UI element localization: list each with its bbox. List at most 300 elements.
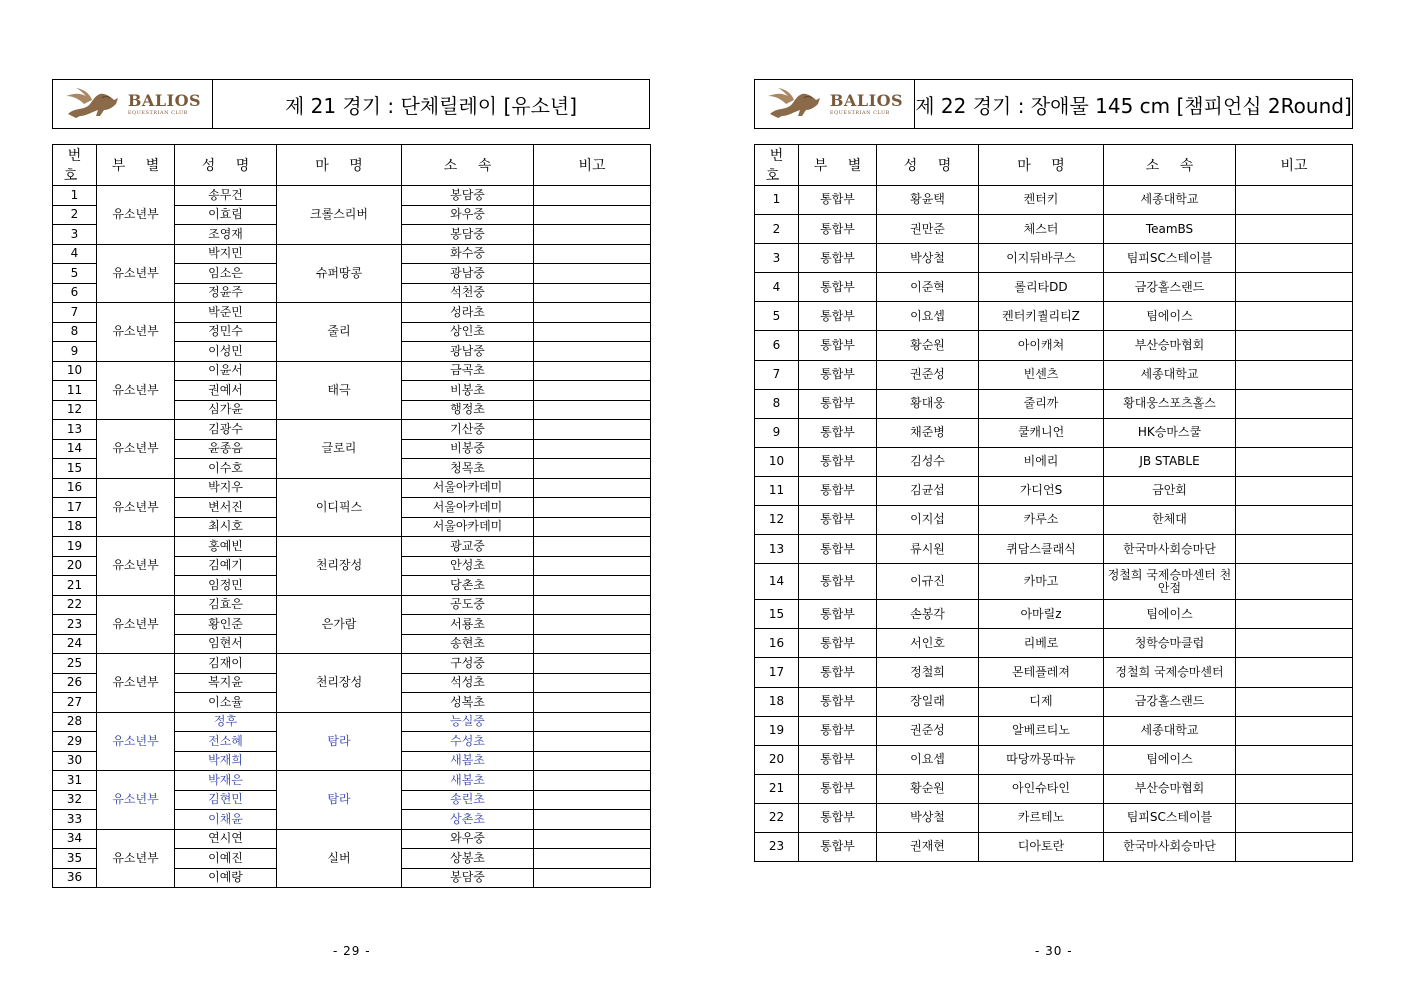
- horse-name: 카루소: [979, 506, 1104, 535]
- entry-number: 29: [53, 732, 97, 752]
- division-cell: 유소년부: [97, 361, 175, 420]
- event-header: [52, 79, 650, 129]
- table-row: [53, 420, 651, 440]
- affiliation: 세종대학교: [1104, 360, 1236, 389]
- affiliation: 와우중: [402, 205, 534, 225]
- rider-name: 황순원: [877, 774, 979, 803]
- col-horse: 마 명: [277, 145, 402, 186]
- table-row: [755, 447, 1353, 476]
- note-cell: [534, 634, 651, 654]
- affiliation: 광남중: [402, 342, 534, 362]
- horse-name: 카르테노: [979, 803, 1104, 832]
- division-cell: 유소년부: [97, 186, 175, 245]
- rider-name: 이수호: [175, 459, 277, 479]
- note-cell: [1236, 186, 1353, 215]
- note-cell: [534, 654, 651, 674]
- winged-horse-logo-icon: [766, 88, 826, 120]
- entry-number: 27: [53, 693, 97, 713]
- horse-name: 알베르티노: [979, 716, 1104, 745]
- rider-name: 류시원: [877, 535, 979, 564]
- horse-name: 탐라: [277, 712, 402, 771]
- entry-number: 31: [53, 771, 97, 791]
- entry-number: 26: [53, 673, 97, 693]
- entry-number: 6: [53, 283, 97, 303]
- note-cell: [1236, 600, 1353, 629]
- note-cell: [534, 361, 651, 381]
- rider-name: 이요셉: [877, 745, 979, 774]
- entry-number: 6: [755, 331, 799, 360]
- note-cell: [1236, 687, 1353, 716]
- division-cell: 유소년부: [97, 537, 175, 596]
- entry-number: 22: [755, 803, 799, 832]
- entry-number: 9: [755, 418, 799, 447]
- horse-name: 이디픽스: [277, 478, 402, 537]
- rider-name: 김광수: [175, 420, 277, 440]
- note-cell: [1236, 389, 1353, 418]
- entry-number: 2: [755, 215, 799, 244]
- rider-name: 연시연: [175, 829, 277, 849]
- table-row: [53, 186, 651, 206]
- rider-name: 권재현: [877, 832, 979, 861]
- note-cell: [534, 790, 651, 810]
- rider-name: 정윤주: [175, 283, 277, 303]
- col-division: 부 별: [799, 145, 877, 186]
- table-row: [755, 629, 1353, 658]
- entry-number: 24: [53, 634, 97, 654]
- col-no: 번호: [755, 145, 799, 186]
- page-number: - 30 -: [1035, 944, 1073, 958]
- note-cell: [1236, 745, 1353, 774]
- division-cell: 유소년부: [97, 829, 175, 888]
- division-cell: 통합부: [799, 629, 877, 658]
- affiliation: 세종대학교: [1104, 186, 1236, 215]
- entry-number: 3: [53, 225, 97, 245]
- rider-name: 이채윤: [175, 810, 277, 830]
- col-affiliation: 소 속: [402, 145, 534, 186]
- affiliation: 서룡초: [402, 615, 534, 635]
- rider-name: 김효은: [175, 595, 277, 615]
- table-row: [755, 658, 1353, 687]
- affiliation: 황대웅스포츠홀스: [1104, 389, 1236, 418]
- rider-name: 황윤택: [877, 186, 979, 215]
- affiliation: 한국마사회승마단: [1104, 535, 1236, 564]
- table-row: [755, 832, 1353, 861]
- page-30: [701, 0, 1401, 992]
- horse-name: 아이캐쳐: [979, 331, 1104, 360]
- affiliation: 금강홀스랜드: [1104, 687, 1236, 716]
- affiliation: 공도중: [402, 595, 534, 615]
- table-row: [755, 244, 1353, 273]
- affiliation: 서울아카데미: [402, 478, 534, 498]
- note-cell: [1236, 564, 1353, 600]
- rider-name: 김예기: [175, 556, 277, 576]
- table-row: [53, 712, 651, 732]
- rider-name: 서인호: [877, 629, 979, 658]
- note-cell: [534, 829, 651, 849]
- affiliation: 팀에이스: [1104, 302, 1236, 331]
- entry-number: 7: [53, 303, 97, 323]
- affiliation: 비봉초: [402, 381, 534, 401]
- division-cell: 통합부: [799, 506, 877, 535]
- table-row: [755, 745, 1353, 774]
- entry-number: 19: [755, 716, 799, 745]
- note-cell: [1236, 360, 1353, 389]
- affiliation: 비봉중: [402, 439, 534, 459]
- note-cell: [534, 712, 651, 732]
- affiliation: 세종대학교: [1104, 716, 1236, 745]
- division-cell: 통합부: [799, 418, 877, 447]
- entry-number: 15: [53, 459, 97, 479]
- logo-cell: [755, 80, 915, 128]
- rider-name: 임소은: [175, 264, 277, 284]
- entry-number: 20: [53, 556, 97, 576]
- affiliation: 안성초: [402, 556, 534, 576]
- note-cell: [534, 615, 651, 635]
- balios-logo: [766, 88, 903, 120]
- entry-number: 12: [755, 506, 799, 535]
- affiliation: 와우중: [402, 829, 534, 849]
- division-cell: 통합부: [799, 331, 877, 360]
- note-cell: [534, 244, 651, 264]
- entry-number: 23: [53, 615, 97, 635]
- entry-number: 28: [53, 712, 97, 732]
- table-row: [755, 600, 1353, 629]
- horse-name: 천리장성: [277, 537, 402, 596]
- affiliation: 석성초: [402, 673, 534, 693]
- logo-subtitle: EQUESTRIAN CLUB: [127, 109, 188, 116]
- entry-number: 19: [53, 537, 97, 557]
- horse-name: 아인슈타인: [979, 774, 1104, 803]
- entry-number: 8: [53, 322, 97, 342]
- note-cell: [534, 420, 651, 440]
- affiliation: 부산승마협회: [1104, 331, 1236, 360]
- note-cell: [534, 322, 651, 342]
- event-header: [754, 79, 1353, 129]
- rider-name: 복지윤: [175, 673, 277, 693]
- table-row: [755, 215, 1353, 244]
- division-cell: 통합부: [799, 564, 877, 600]
- note-cell: [534, 751, 651, 771]
- note-cell: [534, 868, 651, 888]
- division-cell: 통합부: [799, 687, 877, 716]
- entry-number: 16: [755, 629, 799, 658]
- affiliation: 금곡초: [402, 361, 534, 381]
- rider-name: 이소율: [175, 693, 277, 713]
- division-cell: 통합부: [799, 186, 877, 215]
- table-header-row: [53, 145, 651, 186]
- horse-name: 탐라: [277, 771, 402, 830]
- note-cell: [1236, 629, 1353, 658]
- note-cell: [534, 693, 651, 713]
- note-cell: [534, 205, 651, 225]
- rider-name: 이성민: [175, 342, 277, 362]
- note-cell: [534, 283, 651, 303]
- rider-name: 최시호: [175, 517, 277, 537]
- horse-name: 아마릴z: [979, 600, 1104, 629]
- entry-number: 1: [755, 186, 799, 215]
- entries-table: [754, 144, 1353, 862]
- note-cell: [534, 342, 651, 362]
- affiliation: 성복초: [402, 693, 534, 713]
- event-title: 제 21 경기 : 단체릴레이 [유소년]: [284, 93, 578, 118]
- affiliation: 팀피SC스테이블: [1104, 803, 1236, 832]
- rider-name: 송무건: [175, 186, 277, 206]
- note-cell: [1236, 331, 1353, 360]
- rider-name: 이윤서: [175, 361, 277, 381]
- entry-number: 12: [53, 400, 97, 420]
- note-cell: [534, 439, 651, 459]
- affiliation: 새봄초: [402, 771, 534, 791]
- entry-number: 10: [53, 361, 97, 381]
- division-cell: 통합부: [799, 832, 877, 861]
- rider-name: 정철희: [877, 658, 979, 687]
- table-row: [53, 478, 651, 498]
- rider-name: 박지우: [175, 478, 277, 498]
- horse-name: 비에리: [979, 447, 1104, 476]
- affiliation: 수성초: [402, 732, 534, 752]
- affiliation: 정철희 국제승마센터 천안점: [1104, 564, 1236, 600]
- entry-number: 13: [53, 420, 97, 440]
- note-cell: [1236, 215, 1353, 244]
- entry-number: 2: [53, 205, 97, 225]
- entry-number: 15: [755, 600, 799, 629]
- entry-number: 5: [53, 264, 97, 284]
- rider-name: 심가윤: [175, 400, 277, 420]
- division-cell: 유소년부: [97, 478, 175, 537]
- note-cell: [1236, 447, 1353, 476]
- note-cell: [534, 303, 651, 323]
- horse-name: 따당까몽따뉴: [979, 745, 1104, 774]
- note-cell: [534, 225, 651, 245]
- rider-name: 임현서: [175, 634, 277, 654]
- logo-subtitle: EQUESTRIAN CLUB: [829, 109, 890, 116]
- horse-name: 크롤스리버: [277, 186, 402, 245]
- affiliation: 청목초: [402, 459, 534, 479]
- table-row: [53, 829, 651, 849]
- affiliation: 새봄초: [402, 751, 534, 771]
- affiliation: 봉담중: [402, 868, 534, 888]
- event-title: 제 22 경기 : 장애물 145 cm [챔피언십 2Round]: [915, 93, 1352, 118]
- table-row: [755, 564, 1353, 600]
- rider-name: 박재은: [175, 771, 277, 791]
- horse-name: 체스터: [979, 215, 1104, 244]
- note-cell: [1236, 803, 1353, 832]
- rider-name: 김재이: [175, 654, 277, 674]
- affiliation: 송현초: [402, 634, 534, 654]
- table-row: [755, 273, 1353, 302]
- division-cell: 통합부: [799, 774, 877, 803]
- table-row: [53, 771, 651, 791]
- table-row: [755, 302, 1353, 331]
- horse-name: 빈센츠: [979, 360, 1104, 389]
- col-name: 성 명: [877, 145, 979, 186]
- entry-number: 20: [755, 745, 799, 774]
- division-cell: 유소년부: [97, 654, 175, 713]
- rider-name: 권준성: [877, 360, 979, 389]
- rider-name: 권만준: [877, 215, 979, 244]
- entry-number: 7: [755, 360, 799, 389]
- horse-name: 가디언S: [979, 476, 1104, 505]
- affiliation: 서울아카데미: [402, 498, 534, 518]
- rider-name: 전소혜: [175, 732, 277, 752]
- table-row: [53, 361, 651, 381]
- affiliation: 부산승마협회: [1104, 774, 1236, 803]
- table-row: [53, 537, 651, 557]
- col-name: 성 명: [175, 145, 277, 186]
- table-header-row: [755, 145, 1353, 186]
- note-cell: [1236, 716, 1353, 745]
- entry-number: 33: [53, 810, 97, 830]
- rider-name: 권예서: [175, 381, 277, 401]
- horse-name: 카마고: [979, 564, 1104, 600]
- table-row: [755, 687, 1353, 716]
- entry-number: 14: [53, 439, 97, 459]
- entry-number: 10: [755, 447, 799, 476]
- entry-number: 35: [53, 849, 97, 869]
- rider-name: 황순원: [877, 331, 979, 360]
- note-cell: [1236, 535, 1353, 564]
- affiliation: 한체대: [1104, 506, 1236, 535]
- horse-name: 리베로: [979, 629, 1104, 658]
- division-cell: 통합부: [799, 273, 877, 302]
- rider-name: 김균섭: [877, 476, 979, 505]
- note-cell: [1236, 273, 1353, 302]
- horse-name: 슈퍼땅콩: [277, 244, 402, 303]
- logo-name: BALIOS: [829, 90, 904, 110]
- affiliation: 상봉초: [402, 849, 534, 869]
- col-note: 비고: [534, 145, 651, 186]
- rider-name: 정민수: [175, 322, 277, 342]
- horse-name: 디아토란: [979, 832, 1104, 861]
- division-cell: 통합부: [799, 803, 877, 832]
- affiliation: 봉담중: [402, 186, 534, 206]
- entry-number: 5: [755, 302, 799, 331]
- table-row: [53, 595, 651, 615]
- horse-name: 태극: [277, 361, 402, 420]
- rider-name: 장일래: [877, 687, 979, 716]
- horse-name: 쿨캐니언: [979, 418, 1104, 447]
- col-division: 부 별: [97, 145, 175, 186]
- table-row: [755, 389, 1353, 418]
- note-cell: [534, 732, 651, 752]
- horse-name: 실버: [277, 829, 402, 888]
- entry-number: 14: [755, 564, 799, 600]
- note-cell: [534, 771, 651, 791]
- col-no: 번호: [53, 145, 97, 186]
- division-cell: 유소년부: [97, 595, 175, 654]
- affiliation: 능실중: [402, 712, 534, 732]
- affiliation: HK승마스쿨: [1104, 418, 1236, 447]
- horse-name: 켄터키퀄리티Z: [979, 302, 1104, 331]
- division-cell: 통합부: [799, 745, 877, 774]
- horse-name: 켄터키: [979, 186, 1104, 215]
- affiliation: 팀에이스: [1104, 600, 1236, 629]
- entry-number: 18: [755, 687, 799, 716]
- note-cell: [534, 264, 651, 284]
- affiliation: 화수중: [402, 244, 534, 264]
- affiliation: 한국마사회승마단: [1104, 832, 1236, 861]
- horse-name: 글로리: [277, 420, 402, 479]
- note-cell: [1236, 244, 1353, 273]
- note-cell: [1236, 418, 1353, 447]
- rider-name: 박상철: [877, 244, 979, 273]
- table-row: [755, 331, 1353, 360]
- logo-cell: [53, 80, 213, 128]
- page-number: - 29 -: [333, 944, 371, 958]
- affiliation: 금강홀스랜드: [1104, 273, 1236, 302]
- entry-number: 4: [755, 273, 799, 302]
- note-cell: [1236, 302, 1353, 331]
- division-cell: 통합부: [799, 302, 877, 331]
- note-cell: [1236, 658, 1353, 687]
- affiliation: 금안회: [1104, 476, 1236, 505]
- division-cell: 통합부: [799, 360, 877, 389]
- rider-name: 박상철: [877, 803, 979, 832]
- page-29: [0, 0, 700, 992]
- note-cell: [534, 556, 651, 576]
- note-cell: [534, 576, 651, 596]
- rider-name: 홍예빈: [175, 537, 277, 557]
- affiliation: 광교중: [402, 537, 534, 557]
- rider-name: 변서진: [175, 498, 277, 518]
- affiliation: 팀피SC스테이블: [1104, 244, 1236, 273]
- note-cell: [534, 381, 651, 401]
- rider-name: 이지섭: [877, 506, 979, 535]
- affiliation: 성라초: [402, 303, 534, 323]
- table-row: [755, 716, 1353, 745]
- rider-name: 황대웅: [877, 389, 979, 418]
- table-row: [755, 535, 1353, 564]
- division-cell: 유소년부: [97, 303, 175, 362]
- entries-table: [52, 144, 651, 888]
- affiliation: JB STABLE: [1104, 447, 1236, 476]
- note-cell: [1236, 832, 1353, 861]
- entry-number: 1: [53, 186, 97, 206]
- entry-number: 8: [755, 389, 799, 418]
- affiliation: 상촌초: [402, 810, 534, 830]
- entry-number: 36: [53, 868, 97, 888]
- entry-number: 21: [53, 576, 97, 596]
- affiliation: 기산중: [402, 420, 534, 440]
- horse-name: 몬테플레져: [979, 658, 1104, 687]
- affiliation: 팀에이스: [1104, 745, 1236, 774]
- rider-name: 이규진: [877, 564, 979, 600]
- table-row: [755, 476, 1353, 505]
- rider-name: 황인준: [175, 615, 277, 635]
- entry-number: 16: [53, 478, 97, 498]
- division-cell: 통합부: [799, 600, 877, 629]
- division-cell: 통합부: [799, 535, 877, 564]
- rider-name: 임정민: [175, 576, 277, 596]
- col-horse: 마 명: [979, 145, 1104, 186]
- division-cell: 유소년부: [97, 420, 175, 479]
- rider-name: 윤종음: [175, 439, 277, 459]
- affiliation: 행정초: [402, 400, 534, 420]
- affiliation: 광남중: [402, 264, 534, 284]
- horse-name: 줄리: [277, 303, 402, 362]
- rider-name: 이예랑: [175, 868, 277, 888]
- table-row: [755, 360, 1353, 389]
- note-cell: [1236, 774, 1353, 803]
- division-cell: 유소년부: [97, 244, 175, 303]
- division-cell: 유소년부: [97, 771, 175, 830]
- rider-name: 박재희: [175, 751, 277, 771]
- entry-number: 11: [755, 476, 799, 505]
- division-cell: 유소년부: [97, 712, 175, 771]
- entry-number: 30: [53, 751, 97, 771]
- entry-number: 21: [755, 774, 799, 803]
- affiliation: 서울아카데미: [402, 517, 534, 537]
